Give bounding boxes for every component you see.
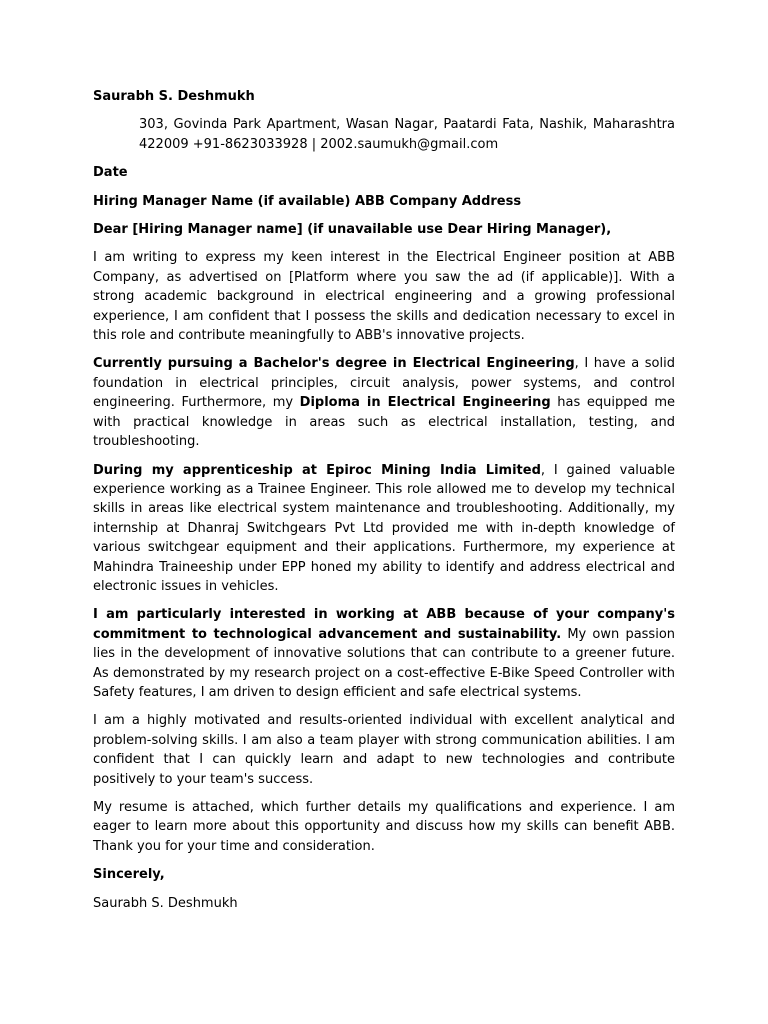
education-degree-highlight: Currently pursuing a Bachelor's degree in Electrical Engineering [93,356,575,372]
education-text-1: , I have a solid foundation in electrical principles, circuit analysis, power systems, and control engineering. Furthermore, my [93,356,675,411]
paragraph-skills: I am a highly motivated and results-oriented individual with excellent analytical and problem-solving skills. I am also a team player with strong communication abilities. I am confident that I can quickly learn and adapt to new technologies and contribute positively to your team's success. [93,713,675,787]
motivation-highlight: I am particularly interested in working at ABB because of your company's commitment to technological advancement and sustainability. [93,607,675,642]
sender-name: Saurabh S. Deshmukh [93,89,255,104]
paragraph-intro: I am writing to express my keen interest in the Electrical Engineer position at ABB Company, as advertised on [Platform where you saw the ad (if applicable)]. With a strong academic background in electrical engineering and a growing professional experience, I am confident that I possess the skills and dedication necessary to excel in this role and contribute meaningfully to ABB's innovative projects. [93,250,675,344]
paragraph-experience [93,461,675,597]
paragraph-closing: My resume is attached, which further details my qualifications and experience. I am eager to learn more about this opportunity and discuss how my skills can benefit ABB. Thank you for your time and consideration. [93,800,675,854]
sender-address: 303, Govinda Park Apartment, Wasan Nagar, Paatardi Fata, Nashik, Maharashtra 422009 +91-8623033928 | 2002.saumukh@gmail.com [139,117,675,152]
paragraph-motivation [93,605,675,702]
signature-name: Saurabh S. Deshmukh [93,895,238,911]
paragraph-education [93,354,675,451]
education-diploma-highlight: Diploma in Electrical Engineering [299,395,551,411]
experience-highlight: During my apprenticeship at Epiroc Mining India Limited [93,462,541,478]
motivation-text: My own passion lies in the development of innovative solutions that can contribute to a greener future. As demonstrated by my research project on a cost-effective E-Bike Speed Controller with Safety features, I am driven to design efficient and safe electrical systems. [93,626,676,700]
experience-text: , I gained valuable experience working as a Trainee Engineer. This role allowed me to develop my technical skills in areas like electrical system maintenance and troubleshooting. Additionally, my internship at Dhanraj Switchgears Pvt Ltd provided me with in-depth knowledge of various switchgear equipment and their applications. Furthermore, my experience at Mahindra Traineeship under EPP honed my ability to identify and address electrical and electronic issues in vehicles. [93,462,675,594]
education-text-2: has equipped me with practical knowledge in areas such as electrical installation, testing, and troubleshooting. [93,395,675,450]
date-label: Date [93,165,128,181]
salutation: Dear [Hiring Manager name] (if unavailable use Dear Hiring Manager), [93,222,612,238]
letter-body [93,87,675,913]
recipient-line: Hiring Manager Name (if available) ABB Company Address [93,193,522,209]
closing-phrase: Sincerely, [93,867,165,883]
